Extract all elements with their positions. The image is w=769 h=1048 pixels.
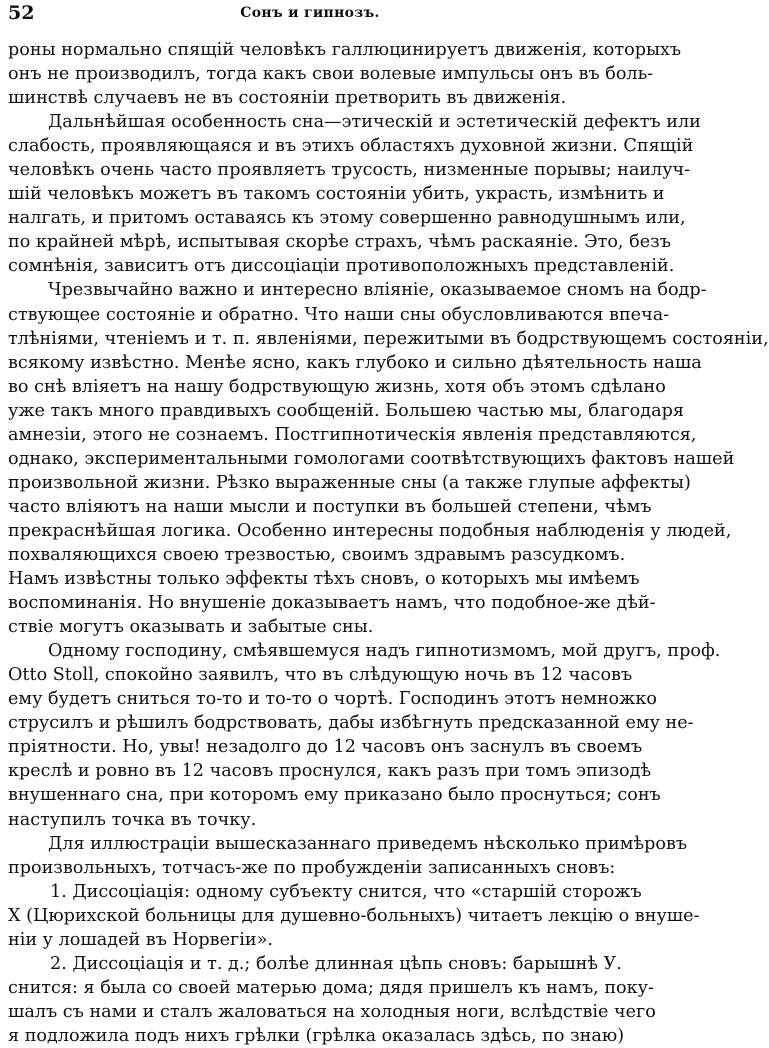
text-line: пріятности. Но, увы! незадолго до 12 часовъ онъ заснулъ въ своемъ xyxy=(8,737,643,758)
text-line: X (Цюрихской больницы для душевно-больныхъ) читаетъ лекцію о внуше- xyxy=(8,905,700,926)
text-line: Дальнѣйшая особенность сна—этическій и эстетическій дефектъ или xyxy=(48,112,701,133)
text-line: произвольной жизни. Рѣзко выраженные сны (а также глупые аффекты) xyxy=(8,472,691,493)
body-text xyxy=(8,38,769,1048)
text-line: 2. Диссоціація и т. д.; болѣе длинная цѣпь сновъ: барышнѣ У. xyxy=(50,953,622,974)
text-line: похваляющихся своею трезвостью, своимъ здравымъ разсудкомъ. xyxy=(8,544,626,565)
text-line: шинствѣ случаевъ не въ состояніи претворить въ движенія. xyxy=(8,88,567,109)
text-line: шій человѣкъ можетъ въ такомъ состояніи убить, украсть, измѣнить и xyxy=(8,184,665,205)
running-title: Сонъ и гипнозъ. xyxy=(240,5,380,21)
text-line: Чрезвычайно важно и интересно вліяніе, оказываемое сномъ на бодр- xyxy=(48,280,707,301)
page-number: 52 xyxy=(8,2,35,24)
text-line: уже такъ много правдивыхъ сообщеній. Большею частью мы, благодаря xyxy=(8,400,684,421)
text-line: произвольныхъ, тотчасъ-же по пробужденіи записанныхъ сновъ: xyxy=(8,857,616,878)
text-line: снится: я была со своей матерью дома; дядя пришелъ къ намъ, поку- xyxy=(8,977,654,998)
text-line: по крайней мѣрѣ, испытывая скорѣе страхъ, чѣмъ раскаяніе. Это, безъ xyxy=(8,232,671,253)
text-line: прекраснѣйшая логика. Особенно интересны подобныя наблюденія у людей, xyxy=(8,520,732,541)
text-line: налгать, и притомъ оставаясь къ этому совершенно равнодушнымъ или, xyxy=(8,208,686,229)
text-line: роны нормально спящій человѣкъ галлюцинируетъ движенія, которыхъ xyxy=(8,40,682,60)
text-line: креслѣ и ровно въ 12 часовъ проснулся, какъ разъ при томъ эпизодѣ xyxy=(8,761,652,782)
text-line: 1. Диссоціація: одному субъекту снится, что «старшій сторожъ xyxy=(50,881,642,902)
text-line: Для иллюстраціи вышесказаннаго приведемъ нѣсколько примѣровъ xyxy=(48,833,688,854)
text-line: воспоминанія. Но внушеніе доказываетъ намъ, что подобное-же дѣй- xyxy=(8,593,656,614)
text-line: ніи у лошадей въ Норвегіи». xyxy=(8,929,273,950)
text-line: во снѣ вліяетъ на нашу бодрствующую жизнь, хотя объ этомъ сдѣлано xyxy=(8,376,666,397)
text-line: я подложила подъ нихъ грѣлки (грѣлка оказалась здѣсь, по знаю) xyxy=(8,1025,625,1046)
text-line: однако, экспериментальными гомологами соотвѣтствующихъ фактовъ нашей xyxy=(8,448,735,469)
text-line: наступилъ точка въ точку. xyxy=(8,809,257,830)
text-line: ствіе могутъ оказывать и забытые сны. xyxy=(8,617,374,638)
text-line: часто вліяютъ на наши мысли и поступки въ большей степени, чѣмъ xyxy=(8,496,652,517)
text-line: Otto Stoll, спокойно заявилъ, что въ слѣдующую ночь въ 12 часовъ xyxy=(8,665,633,686)
text-line: внушеннаго сна, при которомъ ему приказано было проснуться; сонъ xyxy=(8,785,661,806)
text-line: сомнѣнія, зависитъ отъ диссоціаціи противоположныхъ представленій. xyxy=(8,256,675,277)
text-line: человѣкъ очень часто проявляетъ трусость, низменные порывы; наилуч- xyxy=(8,160,691,181)
text-line: онъ не производилъ, тогда какъ свои волевые импульсы онъ въ боль- xyxy=(8,64,654,85)
text-line: ему будетъ сниться то-то и то-то о чортѣ. Господинъ этотъ немножко xyxy=(8,689,657,710)
text-line: шалъ съ нами и сталъ жаловаться на холодныя ноги, вслѣдствіе чего xyxy=(8,1001,656,1022)
text-line: всякому извѣстно. Менѣе ясно, какъ глубоко и сильно дѣятельность наша xyxy=(8,352,702,373)
text-line: амнезіи, этого не сознаемъ. Постгипнотическія явленія представляются, xyxy=(8,424,697,445)
text-line: тлѣніями, чтеніемъ и т. п. явленіями, пережитыми въ бодрствующемъ состояніи, xyxy=(8,328,769,349)
text-line: струсилъ и рѣшилъ бодрствовать, дабы избѣгнуть предсказанной ему не- xyxy=(8,713,694,734)
text-line: ствующее состояніе и обратно. Что наши сны обусловливаются впеча- xyxy=(8,304,670,325)
text-line: Намъ извѣстны только эффекты тѣхъ сновъ, о которыхъ мы имѣемъ xyxy=(8,569,640,590)
page-header xyxy=(8,2,612,26)
text-line: слабость, проявляющаяся и въ этихъ областяхъ духовной жизни. Спящій xyxy=(8,136,694,157)
text-line: Одному господину, смѣявшемуся надъ гипнотизмомъ, мой другъ, проф. xyxy=(48,641,721,662)
